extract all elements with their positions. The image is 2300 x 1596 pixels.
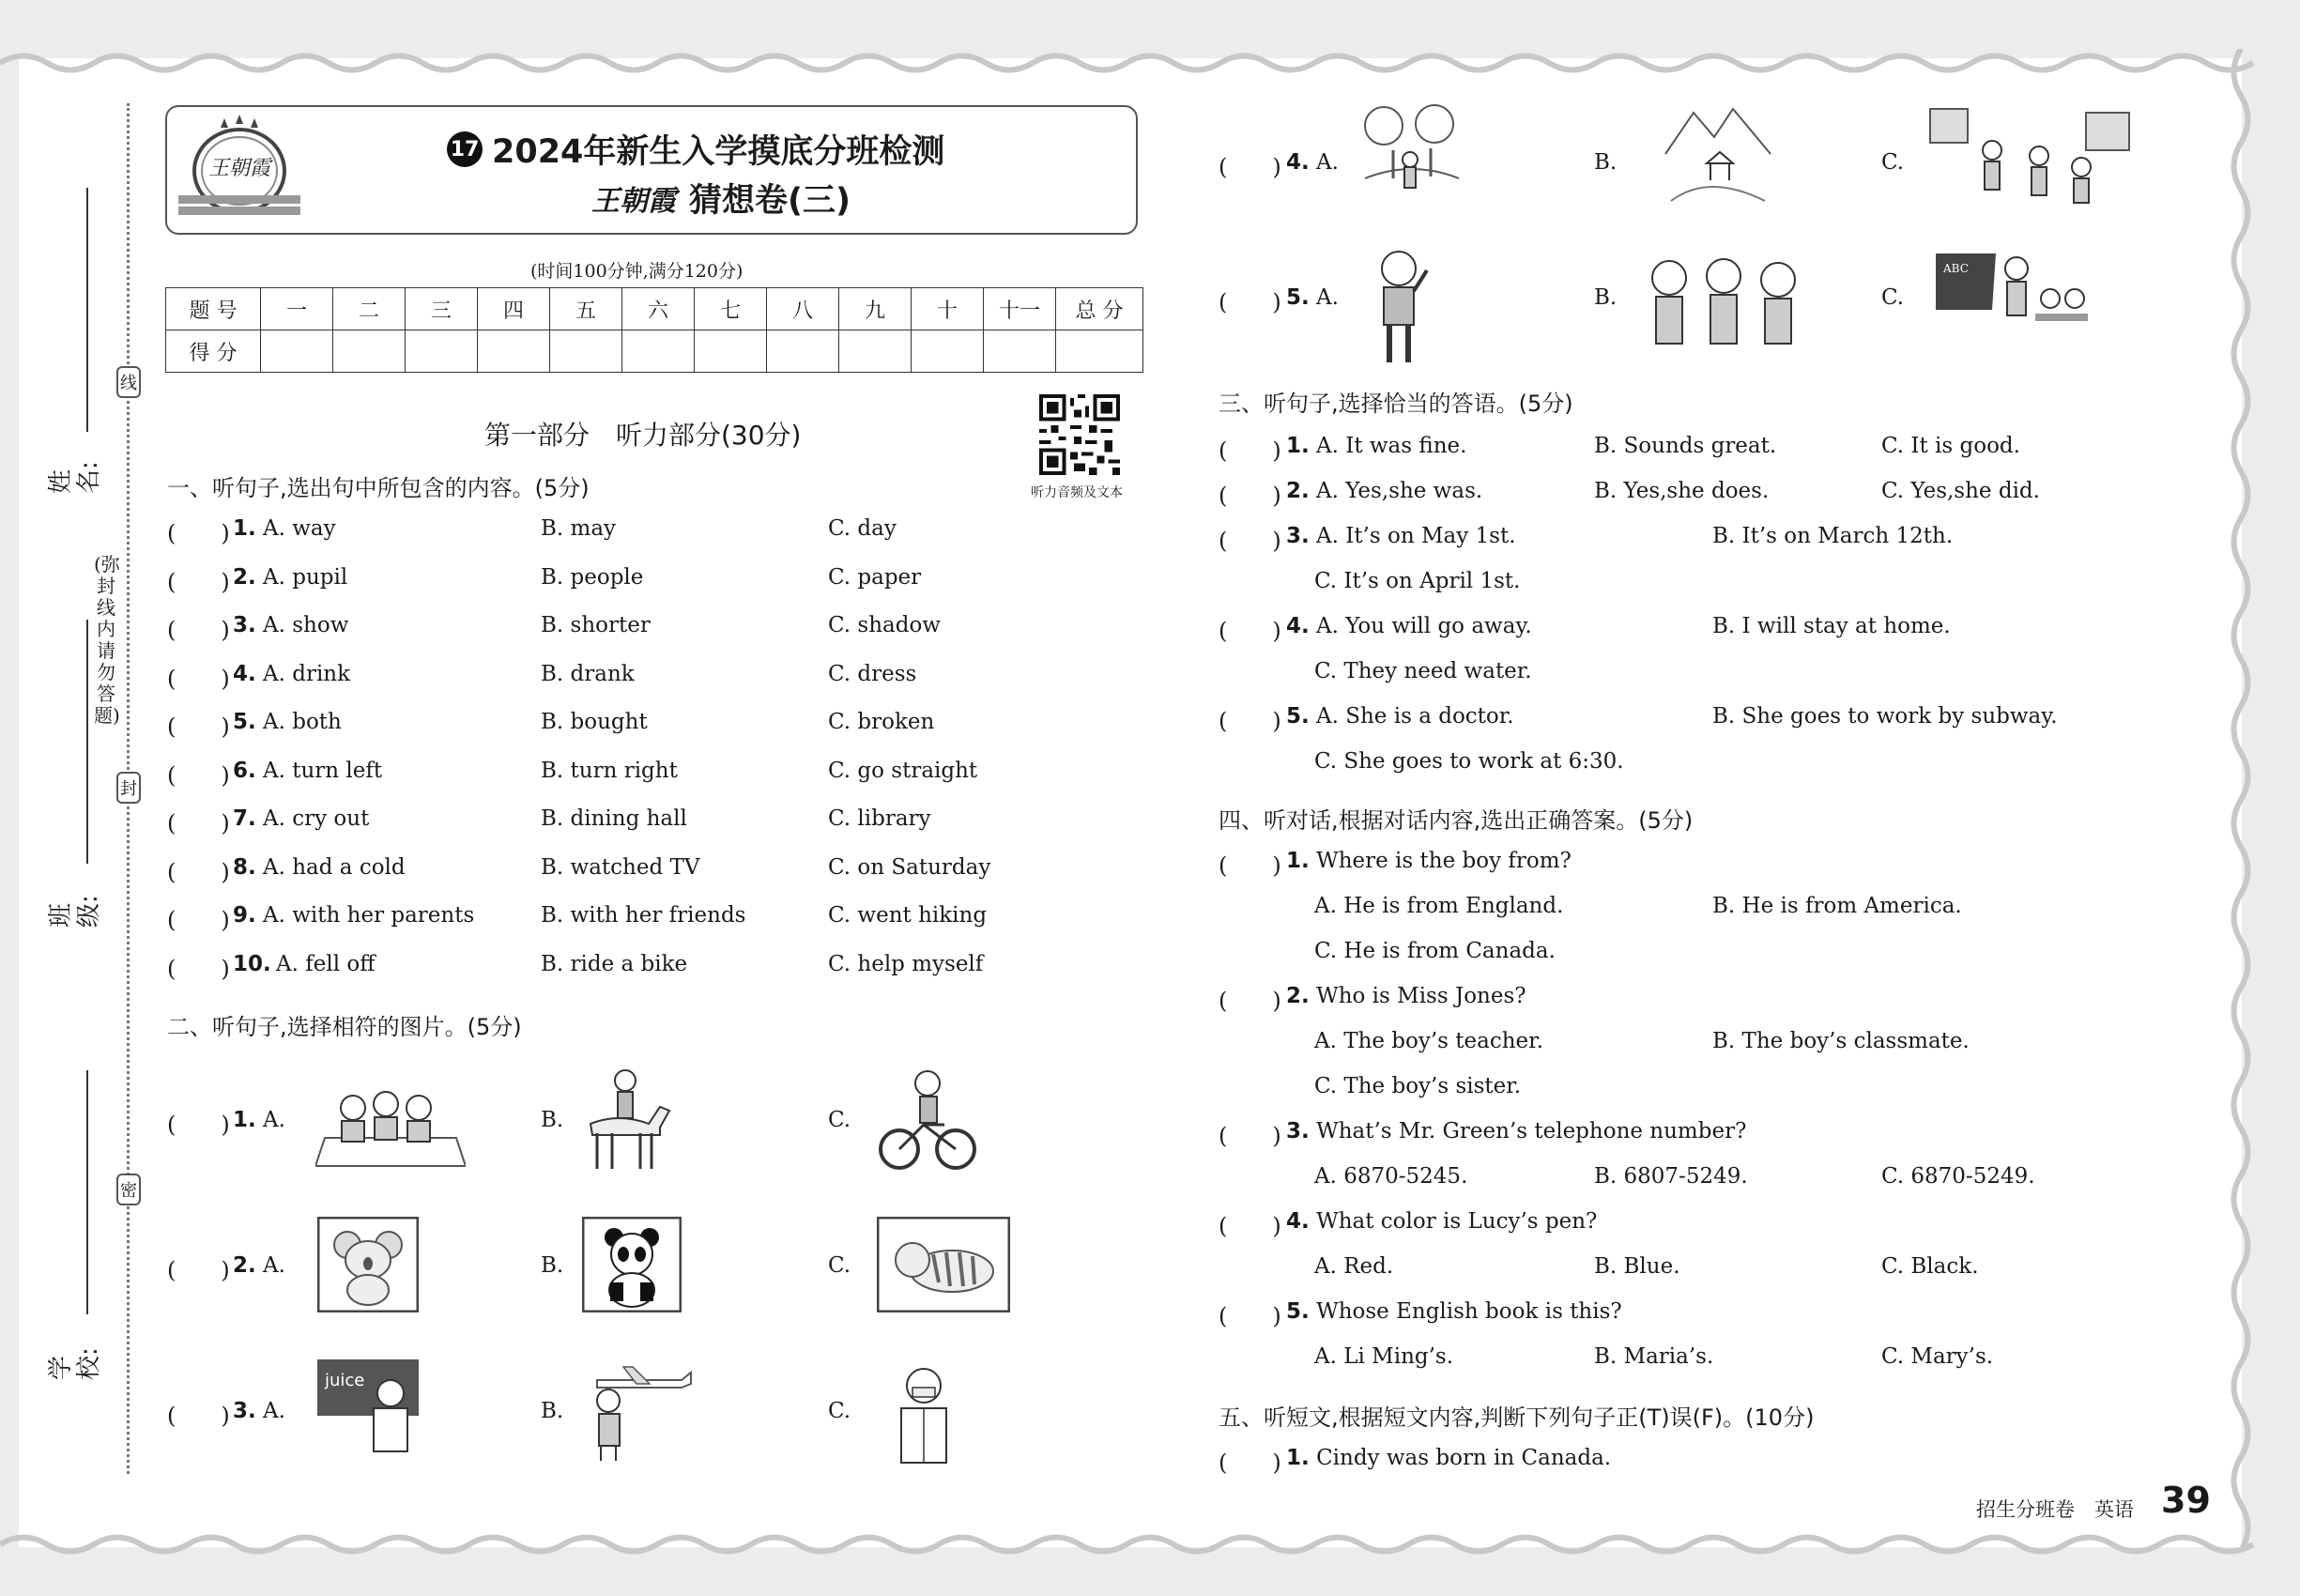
answer-blank[interactable]: ( )	[167, 907, 230, 933]
answer-blank[interactable]: ( )	[167, 1257, 230, 1283]
classroom-activities-image[interactable]	[1926, 105, 2133, 207]
option-b[interactable]: B. 6807-5249.	[1594, 1164, 1748, 1189]
answer-blank[interactable]: ( )	[167, 520, 230, 546]
boy-scratching-head-image[interactable]	[1365, 248, 1434, 366]
option-b[interactable]: B. I will stay at home.	[1712, 614, 1951, 638]
answer-blank[interactable]: ( )	[1219, 988, 1281, 1014]
question-number: 1.	[1286, 434, 1310, 458]
option-c[interactable]: C. Yes,she did.	[1881, 479, 2040, 503]
option-a-label: A.	[263, 1399, 285, 1423]
option-a[interactable]: A. had a cold	[263, 855, 406, 880]
teacher-juice-board-image[interactable]	[315, 1358, 421, 1453]
three-girls-image[interactable]	[1637, 255, 1810, 347]
option-c[interactable]: C. went hiking	[828, 903, 988, 928]
option-c[interactable]: C. 6870-5249.	[1881, 1164, 2035, 1189]
option-a[interactable]: A. Yes,she was.	[1316, 479, 1483, 503]
answer-blank[interactable]: ( )	[1219, 289, 1281, 315]
option-a[interactable]: A. way	[263, 516, 336, 541]
footer-label: 招生分班卷 英语	[1976, 1498, 2134, 1521]
part-one-title: 第一部分 听力部分(30分)	[484, 420, 802, 451]
score-cell[interactable]	[695, 330, 767, 373]
name-label: 姓名:	[47, 461, 103, 494]
question-number: 2.	[233, 1253, 256, 1278]
option-a[interactable]: A. both	[263, 710, 342, 734]
option-b[interactable]: B. with her friends	[541, 903, 746, 928]
exam-title	[447, 126, 944, 173]
tree-planting-scene-image[interactable]	[1356, 103, 1466, 207]
question: 2. Who is Miss Jones?	[1286, 984, 1526, 1008]
mountain-pavilion-image[interactable]	[1662, 98, 1776, 214]
option-c[interactable]: C. He is from Canada.	[1314, 939, 1556, 963]
subtitle-text: 猜想卷(三)	[689, 182, 851, 220]
option-c[interactable]: C. Black.	[1881, 1254, 1979, 1279]
brand-signature: 王朝霞	[591, 185, 676, 218]
score-cell[interactable]	[767, 330, 839, 373]
option-b[interactable]: B. drank	[541, 662, 635, 686]
option-a[interactable]: A. pupil	[263, 565, 348, 590]
question-number: 2.	[1286, 479, 1310, 503]
option-b[interactable]: B. shorter	[541, 613, 651, 637]
question-number: 3.	[233, 1399, 256, 1423]
question-number: 10.	[233, 952, 271, 976]
option-b-label: B.	[541, 1108, 564, 1132]
option-a-label: A.	[263, 1253, 285, 1278]
answer-blank[interactable]: ( )	[1219, 483, 1281, 509]
answer-blank[interactable]: ( )	[1219, 1123, 1281, 1149]
school-field-line[interactable]	[86, 1070, 88, 1314]
option-c[interactable]: C. go straight	[828, 759, 978, 783]
answer-blank[interactable]: ( )	[167, 810, 230, 836]
option-b[interactable]: B. ride a bike	[541, 952, 688, 976]
exam-sheet	[19, 58, 2242, 1547]
answer-blank[interactable]: ( )	[1219, 154, 1281, 180]
question-number: 9.	[233, 903, 256, 928]
score-header-cell: 七	[695, 288, 767, 330]
question-number: 5.	[1286, 704, 1310, 729]
answer-blank[interactable]: ( )	[167, 1112, 230, 1138]
question: 1. Cindy was born in Canada.	[1286, 1446, 1612, 1470]
question: 1. Where is the boy from?	[1286, 849, 1572, 873]
section3-title: 三、听句子,选择恰当的答语。(5分)	[1219, 391, 1573, 417]
option-a[interactable]: A. She is a doctor.	[1316, 704, 1514, 729]
boy-riding-horse-image[interactable]	[576, 1066, 680, 1174]
score-cell[interactable]	[550, 330, 622, 373]
option-b[interactable]: B. The boy’s classmate.	[1712, 1029, 1970, 1053]
option-c[interactable]: C. broken	[828, 710, 935, 734]
score-cell[interactable]	[984, 330, 1056, 373]
question-number: 6.	[233, 759, 256, 783]
score-header-cell: 十一	[984, 288, 1056, 330]
answer-blank[interactable]: ( )	[1219, 1450, 1281, 1476]
doctor-image[interactable]	[892, 1361, 956, 1466]
question: 3. What’s Mr. Green’s telephone number?	[1286, 1119, 1747, 1143]
section4-title: 四、听对话,根据对话内容,选出正确答案。(5分)	[1219, 807, 1694, 834]
question-number: 1.	[233, 516, 256, 541]
option-c-label: C.	[828, 1253, 851, 1278]
option-b[interactable]: B. watched TV	[541, 855, 700, 880]
koala-image[interactable]	[317, 1217, 419, 1312]
question-number: 2.	[233, 565, 256, 590]
option-b[interactable]: B. Sounds great.	[1594, 434, 1777, 458]
question-number: 1.	[233, 1108, 256, 1132]
svg-text:王朝霞: 王朝霞	[207, 157, 271, 180]
option-a[interactable]: A. fell off	[276, 952, 376, 976]
score-header-cell: 九	[839, 288, 912, 330]
exam-title-text: 2024年新生入学摸底分班检测	[492, 133, 945, 171]
pilot-airplane-image[interactable]	[580, 1358, 693, 1463]
option-b-label: B.	[1594, 285, 1618, 310]
answer-blank[interactable]: ( )	[167, 956, 230, 982]
option-a[interactable]: A. Red.	[1314, 1254, 1394, 1279]
option-c[interactable]: C. Mary’s.	[1881, 1344, 1994, 1369]
answer-blank[interactable]: ( )	[1219, 852, 1281, 879]
answer-blank[interactable]: ( )	[167, 859, 230, 885]
score-cell[interactable]	[839, 330, 912, 373]
score-header-cell: 总 分	[1056, 288, 1143, 330]
option-b-label: B.	[1594, 150, 1618, 175]
boy-riding-bike-image[interactable]	[879, 1067, 976, 1174]
question-number: 3.	[233, 613, 256, 637]
option-b-label: B.	[541, 1399, 564, 1423]
option-c[interactable]: C. dress	[828, 662, 917, 686]
option-a-label: A.	[263, 1108, 285, 1132]
score-header-cell: 十	[912, 288, 984, 330]
score-row-label: 得 分	[166, 330, 261, 373]
option-a-label: A.	[1316, 150, 1339, 175]
score-header-cell: 八	[767, 288, 839, 330]
question: 5. Whose English book is this?	[1286, 1299, 1622, 1324]
answer-blank[interactable]: ( )	[1219, 528, 1281, 554]
option-c[interactable]: C. help myself	[828, 952, 984, 976]
question-number: 7.	[233, 806, 256, 831]
section1-title: 一、听句子,选出句中所包含的内容。(5分)	[167, 475, 590, 501]
option-a-label: A.	[1316, 285, 1339, 310]
option-b[interactable]: B. bought	[541, 710, 648, 734]
answer-blank[interactable]: ( )	[167, 762, 230, 789]
option-b[interactable]: B. Blue.	[1594, 1254, 1680, 1279]
answer-blank[interactable]: ( )	[167, 1403, 230, 1429]
option-c-label: C.	[828, 1108, 851, 1132]
option-b[interactable]: B. dining hall	[541, 806, 687, 831]
option-b[interactable]: B. It’s on March 12th.	[1712, 524, 1954, 548]
name-field-line[interactable]	[86, 188, 88, 432]
option-c-label: C.	[828, 1399, 851, 1423]
question-number: 3.	[1286, 524, 1310, 548]
score-cell[interactable]	[1056, 330, 1143, 373]
option-a[interactable]: A. You will go away.	[1316, 614, 1532, 638]
option-c[interactable]: C. library	[828, 806, 931, 831]
option-a[interactable]: A. show	[263, 613, 349, 637]
option-c[interactable]: C. paper	[828, 565, 922, 590]
option-c[interactable]: C. It is good.	[1881, 434, 2020, 458]
option-b-label: B.	[541, 1253, 564, 1278]
answer-blank[interactable]: ( )	[1219, 1213, 1281, 1239]
option-c[interactable]: C. They need water.	[1314, 659, 1532, 683]
option-c[interactable]: C. She goes to work at 6:30.	[1314, 749, 1624, 774]
page-number: 39	[2161, 1480, 2211, 1521]
section2-title: 二、听句子,选择相符的图片。(5分)	[167, 1014, 522, 1040]
score-header-cell: 一	[261, 288, 333, 330]
paper-number-badge: 17	[447, 131, 483, 167]
time-note: (时间100分钟,满分120分)	[530, 261, 744, 282]
score-table-score-row	[166, 330, 1143, 373]
juice-board-text: juice	[325, 1371, 365, 1390]
answer-blank[interactable]: ( )	[1219, 1303, 1281, 1329]
answer-blank[interactable]: ( )	[1219, 618, 1281, 644]
answer-blank[interactable]: ( )	[167, 617, 230, 643]
panda-image[interactable]	[582, 1217, 682, 1312]
option-c[interactable]: C. on Saturday	[828, 855, 991, 880]
score-header-cell: 二	[333, 288, 406, 330]
score-header-cell: 五	[550, 288, 622, 330]
option-b[interactable]: B. Yes,she does.	[1594, 479, 1770, 503]
answer-blank[interactable]: ( )	[167, 666, 230, 692]
binding-mark-line: 线	[116, 366, 141, 398]
question-number: 5.	[233, 710, 256, 734]
score-table-header-row	[166, 288, 1143, 330]
option-b[interactable]: B. She goes to work by subway.	[1712, 704, 2058, 729]
top-wavy-edge	[0, 49, 2300, 77]
option-a[interactable]: A. with her parents	[263, 903, 475, 928]
score-cell[interactable]	[261, 330, 333, 373]
answer-blank[interactable]: ( )	[167, 714, 230, 740]
score-header-cell: 四	[478, 288, 550, 330]
question-number: 8.	[233, 855, 256, 880]
score-header-cell: 题 号	[166, 288, 261, 330]
option-a[interactable]: A. drink	[263, 662, 351, 686]
publisher-logo	[175, 113, 304, 223]
binding-mark-seal: 封	[116, 772, 141, 804]
option-a[interactable]: A. It’s on May 1st.	[1316, 524, 1516, 548]
answer-blank[interactable]: ( )	[1219, 437, 1281, 464]
right-wavy-edge	[2227, 49, 2255, 1551]
binding-mark-secret: 密	[116, 1174, 141, 1205]
option-c[interactable]: C. day	[828, 516, 897, 541]
question-number: 4.	[1286, 614, 1310, 638]
answer-blank[interactable]: ( )	[167, 569, 230, 595]
qr-caption: 听力音频及文本	[1031, 485, 1123, 500]
bottom-wavy-edge	[0, 1530, 2300, 1558]
option-c[interactable]: C. shadow	[828, 613, 941, 637]
option-a[interactable]: A. The boy’s teacher.	[1314, 1029, 1543, 1053]
svg-text:ABC: ABC	[1943, 262, 1969, 275]
option-b[interactable]: B. may	[541, 516, 617, 541]
score-cell[interactable]	[912, 330, 984, 373]
option-a[interactable]: A. Li Ming’s.	[1314, 1344, 1454, 1369]
score-cell[interactable]	[622, 330, 695, 373]
question-number: 4.	[1286, 150, 1310, 175]
option-c[interactable]: C. It’s on April 1st.	[1314, 569, 1521, 593]
score-table	[165, 287, 1143, 373]
question: 4. What color is Lucy’s pen?	[1286, 1209, 1598, 1234]
score-cell[interactable]	[478, 330, 550, 373]
qr-code-icon[interactable]	[1039, 394, 1120, 475]
option-a[interactable]: A. It was fine.	[1316, 434, 1467, 458]
class-field-line[interactable]	[86, 620, 88, 864]
option-b[interactable]: B. Maria’s.	[1594, 1344, 1714, 1369]
option-a[interactable]: A. 6870-5245.	[1314, 1164, 1468, 1189]
option-a[interactable]: A. cry out	[263, 806, 370, 831]
option-c-label: C.	[1881, 285, 1905, 310]
tiger-image[interactable]	[877, 1217, 1010, 1312]
question-number: 5.	[1286, 285, 1310, 310]
option-b[interactable]: B. He is from America.	[1712, 894, 1962, 918]
option-a[interactable]: A. turn left	[263, 759, 383, 783]
option-b[interactable]: B. turn right	[541, 759, 678, 783]
score-header-cell: 三	[406, 288, 478, 330]
binding-warning: (弥封线内请勿答题)	[94, 553, 120, 727]
children-picnic-image[interactable]	[315, 1082, 466, 1168]
score-cell[interactable]	[406, 330, 478, 373]
class-label: 班级:	[47, 895, 103, 928]
exam-subtitle	[591, 175, 851, 222]
option-c-label: C.	[1881, 150, 1905, 175]
option-c[interactable]: C. The boy’s sister.	[1314, 1074, 1522, 1098]
school-label: 学校:	[47, 1347, 103, 1380]
question-number: 4.	[233, 662, 256, 686]
option-b[interactable]: B. people	[541, 565, 644, 590]
score-header-cell: 六	[622, 288, 695, 330]
section5-title: 五、听短文,根据短文内容,判断下列句子正(T)误(F)。(10分)	[1219, 1404, 1815, 1431]
score-cell[interactable]	[333, 330, 406, 373]
answer-blank[interactable]: ( )	[1219, 708, 1281, 734]
option-a[interactable]: A. He is from England.	[1314, 894, 1564, 918]
classroom-teacher-image[interactable]	[1932, 248, 2092, 347]
